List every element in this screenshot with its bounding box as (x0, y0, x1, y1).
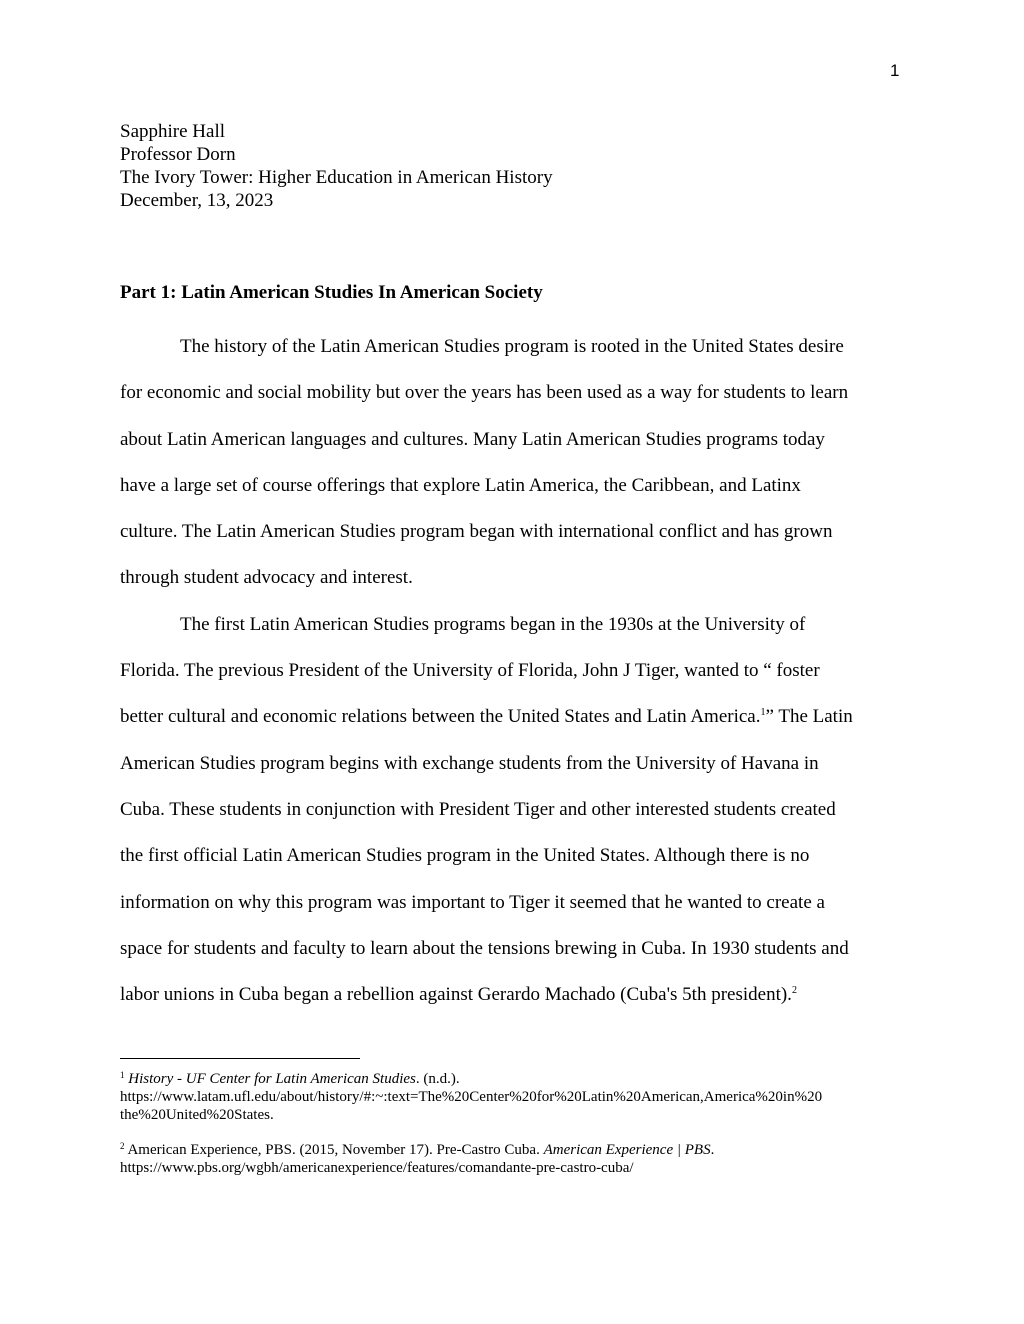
paragraph-line: for economic and social mobility but over the years has been used as a way for students to learn (120, 382, 849, 404)
paragraph-line: culture. The Latin American Studies program began with international conflict and has grown (120, 521, 833, 543)
paragraph-line: Florida. The previous President of the University of Florida, John J Tiger, wanted to “ foster (120, 660, 820, 682)
footnote-url-continued[interactable]: the%20United%20States. (120, 1107, 274, 1123)
paragraph-2 (120, 602, 905, 1019)
footnote-number: 1 (120, 1070, 125, 1080)
footnote-text: American Experience, PBS. (2015, November 17). Pre-Castro Cuba. (127, 1142, 544, 1158)
paragraph-line: through student advocacy and interest. (120, 567, 413, 589)
paragraph-line: information on why this program was important to Tiger it seemed that he wanted to create a (120, 891, 825, 913)
body-text (120, 324, 905, 1018)
paragraph-line-with-footnote (120, 972, 905, 1018)
paragraph-line: The history of the Latin American Studies program is rooted in the United States desire (180, 336, 844, 357)
footnote-number: 2 (120, 1141, 125, 1151)
footnotes (120, 1070, 920, 1194)
footnote-reference-1[interactable]: 1 (760, 707, 766, 719)
footnote-reference-2[interactable]: 2 (791, 985, 797, 997)
footnote-1 (120, 1070, 920, 1124)
paragraph-line: have a large set of course offerings that explore Latin America, the Caribbean, and Latinx (120, 474, 801, 496)
section-heading: Part 1: Latin American Studies In American Society (120, 282, 543, 303)
footnote-2 (120, 1141, 920, 1177)
footnote-text: . (n.d.). (415, 1071, 460, 1087)
footnote-url[interactable]: https://www.latam.ufl.edu/about/history/#:~:text=The%20Center%20for%20Latin%20American,America%20in%20 (120, 1089, 823, 1105)
paragraph-1 (120, 324, 905, 602)
paragraph-line-text: labor unions in Cuba began a rebellion against Gerardo Machado (Cuba's 5th president). (120, 984, 792, 1006)
paragraph-line: The first Latin American Studies programs began in the 1930s at the University of (180, 613, 806, 635)
paragraph-line-text: better cultural and economic relations between the United States and Latin America. (120, 706, 761, 728)
footnote-text: . (710, 1142, 715, 1158)
footnote-divider (120, 1058, 360, 1059)
footnote-url[interactable]: https://www.pbs.org/wgbh/americanexperience/features/comandante-pre-castro-cuba/ (120, 1160, 634, 1176)
author-name: Sapphire Hall (120, 121, 226, 142)
paragraph-line: American Studies program begins with exchange students from the University of Havana in (120, 752, 819, 774)
date: December, 13, 2023 (120, 190, 274, 211)
paragraph-line: about Latin American languages and cultures. Many Latin American Studies programs today (120, 428, 825, 450)
paragraph-line-with-footnote (120, 694, 905, 740)
paragraph-line-text: ” The Latin (765, 706, 853, 728)
footnote-source: American Experience | PBS (543, 1142, 711, 1158)
paragraph-line: Cuba. These students in conjunction with President Tiger and other interested students created (120, 798, 836, 820)
paragraph-line: the first official Latin American Studies program in the United States. Although there is no (120, 845, 810, 867)
paragraph-line: space for students and faculty to learn about the tensions brewing in Cuba. In 1930 students and (120, 937, 849, 959)
course-title: The Ivory Tower: Higher Education in American History (120, 167, 553, 188)
footnote-title: History - UF Center for Latin American Studies (128, 1071, 416, 1087)
header-block (120, 120, 553, 212)
professor-name: Professor Dorn (120, 144, 236, 165)
page-number: 1 (890, 61, 900, 80)
